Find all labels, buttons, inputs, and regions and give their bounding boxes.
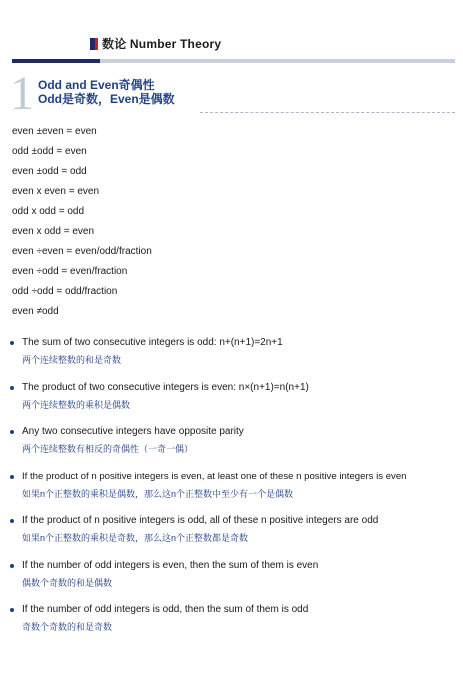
header-marker (90, 38, 100, 50)
parity-rule: even ±odd = odd (12, 166, 87, 177)
fact-chinese: 如果n个正整数的乘积是偶数，那么这n个正整数中至少有一个是偶数 (22, 488, 294, 499)
bullet-icon (10, 608, 14, 612)
section-subtitle: Odd是奇数，Even是偶数 (38, 92, 175, 106)
section-divider (200, 112, 455, 113)
bullet-icon (10, 564, 14, 568)
bullet-icon (10, 430, 14, 434)
fact-item (8, 381, 460, 426)
parity-rule: even ≠odd (12, 306, 59, 317)
fact-chinese: 两个连续整数有相反的奇偶性（一奇一偶） (22, 444, 194, 454)
page-header-title: 数论 Number Theory (102, 37, 222, 51)
parity-rule: even x even = even (12, 186, 100, 197)
fact-english: If the product of n positive integers is odd, all of these n positive integers are odd (22, 515, 379, 526)
fact-english: Any two consecutive integers have opposite parity (22, 426, 244, 437)
fact-item (8, 603, 460, 648)
fact-chinese: 两个连续整数的和是奇数 (22, 355, 122, 365)
parity-rule: even ÷even = even/odd/fraction (12, 246, 152, 257)
bullet-icon (10, 341, 14, 345)
fact-english: If the product of n positive integers is even, at least one of these n positive integers is even (22, 470, 407, 482)
parity-rule: odd ±odd = even (12, 146, 87, 157)
header-rule-light (100, 59, 455, 63)
fact-chinese: 偶数个奇数的和是偶数 (22, 577, 113, 588)
facts-list (8, 336, 460, 648)
fact-item (8, 514, 460, 559)
fact-english: The sum of two consecutive integers is odd: n+(n+1)=2n+1 (22, 337, 283, 348)
parity-rule: odd x odd = odd (12, 206, 85, 217)
fact-chinese: 两个连续整数的乘积是偶数 (22, 399, 131, 410)
fact-item (8, 470, 460, 515)
fact-item (8, 559, 460, 604)
fact-english: If the number of odd integers is even, then the sum of them is even (22, 559, 319, 571)
fact-english: If the number of odd integers is odd, then the sum of them is odd (22, 604, 309, 615)
parity-rule: even ÷odd = even/fraction (12, 266, 128, 277)
fact-chinese: 奇数个奇数的和是奇数 (22, 622, 113, 632)
fact-chinese: 如果n个正整数的乘积是奇数，那么这n个正整数都是奇数 (22, 533, 249, 543)
bullet-icon (10, 475, 14, 479)
bullet-icon (10, 386, 14, 390)
parity-rule: even ±even = even (12, 126, 97, 137)
parity-rule: odd ÷odd = odd/fraction (12, 286, 118, 297)
section-number: 1 (10, 67, 34, 120)
header-marker-accent (95, 38, 98, 50)
bullet-icon (10, 519, 14, 523)
fact-item (8, 336, 460, 381)
fact-english: The product of two consecutive integers is even: n×(n+1)=n(n+1) (22, 381, 309, 393)
header-rule-dark (12, 59, 100, 63)
section-title: Odd and Even奇偶性 (38, 78, 155, 92)
fact-item (8, 425, 460, 470)
parity-rules-list (12, 124, 152, 324)
parity-rule: even x odd = even (12, 226, 95, 237)
